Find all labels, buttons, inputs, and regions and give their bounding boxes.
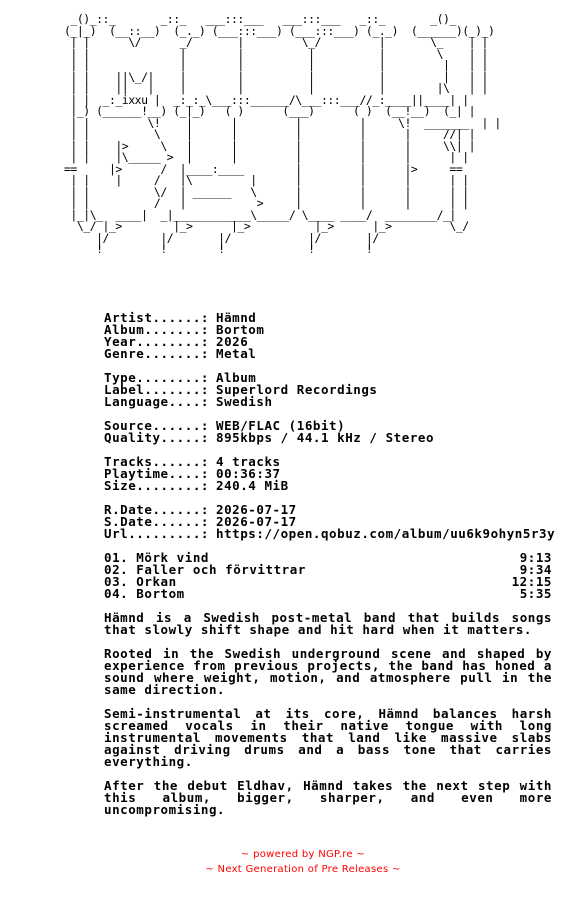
info-quality (104, 432, 564, 444)
info-key: Artist......: (104, 310, 209, 325)
track-time: 5:35 (519, 586, 552, 601)
info-value: https://open.qobuz.com/album/uu6k9ohyn5r3y (216, 526, 556, 541)
info-size (104, 480, 564, 492)
info-value: 2026 (216, 334, 249, 349)
info-value: Swedish (216, 394, 273, 409)
info-value: Hämnd (216, 310, 257, 325)
info-key: R.Date......: (104, 502, 209, 517)
info-key: Language....: (104, 394, 209, 409)
info-value: Superlord Recordings (216, 382, 378, 397)
release-info (104, 312, 564, 828)
info-key: Genre.......: (104, 346, 209, 361)
info-value: 00:36:37 (216, 466, 281, 481)
info-key: S.Date......: (104, 514, 209, 529)
ascii-logo: _()_::_ _::_ ___:::___ ___:::___ _::_ _()_ (_|_) (__::__) (_._) (___:::___) (___:::___) (_._) (______)(_)_) | | \/ _/ | \_/ | \_ | | | | | | | | \ | | | | | | | | | | | | | ||\_/| | | | | | | | | | || | | | | | |\ | | | | _:_ixxu | _:_:_\___:::______/\___:::___//_:____||____| | |_) (______!__) (_|_) ( ) (___) ( ) (__!__) (_| | | | \! | | | | \! _______ | | | | \ | | | | | //| | | | |> \ | | | | | \\| | | | |\_____ > | | | | | | | == |> / |____:____ | | |> == | | | / |\ | | | | | | | | \/ | ______ \ | | | | | | | / | > | | | | | |_|\_ ____| _|____________\_____/ \____ ____/ ________/_| \_/ |_> |_> |_> |_> |_> \_/ |/ |/ |/ |/ |/ ! ! ! ! ! (64, 12, 501, 256)
info-value: 240.4 MiB (216, 478, 289, 493)
track-title: 03. Orkan (104, 574, 177, 589)
info-language (104, 396, 564, 408)
track-row (104, 588, 552, 600)
footer-tagline: ~ Next Generation of Pre Releases ~ (205, 864, 401, 875)
info-value: Bortom (216, 322, 265, 337)
track-title: 02. Faller och förvittrar (104, 562, 306, 577)
footer-powered-by: ~ powered by NGP.re ~ (240, 849, 366, 860)
info-key: Type........: (104, 370, 209, 385)
info-key: Year........: (104, 334, 209, 349)
info-value: 2026-07-17 (216, 514, 297, 529)
track-time: 9:13 (519, 550, 552, 565)
track-title: 01. Mörk vind (104, 550, 209, 565)
info-value: Metal (216, 346, 257, 361)
info-value: 895kbps / 44.1 kHz / Stereo (216, 430, 435, 445)
info-genre (104, 348, 564, 360)
info-key: Label.......: (104, 382, 209, 397)
info-value: 4 tracks (216, 454, 281, 469)
description-paragraph: Hämnd is a Swedish post-metal band that builds songs that slowly shift shape and hit hard when it matters. (104, 610, 552, 637)
info-key: Source......: (104, 418, 209, 433)
info-key: Tracks......: (104, 454, 209, 469)
track-time: 9:34 (519, 562, 552, 577)
description-paragraph: After the debut Eldhav, Hämnd takes the next step with this album, bigger, sharper, and even more uncompromising. (104, 778, 552, 817)
description-paragraph: Semi-instrumental at its core, Hämnd balances harsh screamed vocals in their native tongue with long instrumental movements that land like massive slabs against driving drums and a bass tone that carries everything. (104, 706, 552, 769)
info-key: Quality.....: (104, 430, 209, 445)
info-value: 2026-07-17 (216, 502, 297, 517)
info-key: Size........: (104, 478, 209, 493)
track-time: 12:15 (511, 574, 552, 589)
info-key: Album.......: (104, 322, 209, 337)
info-key: Playtime....: (104, 466, 209, 481)
description-paragraph: Rooted in the Swedish underground scene and shaped by experience from previous projects, the band has honed a sound where weight, motion, and atmosphere pull in the same direction. (104, 646, 552, 697)
info-key: Url.........: (104, 526, 209, 541)
info-value: Album (216, 370, 257, 385)
track-title: 04. Bortom (104, 586, 185, 601)
info-url (104, 528, 564, 540)
info-value: WEB/FLAC (16bit) (216, 418, 346, 433)
